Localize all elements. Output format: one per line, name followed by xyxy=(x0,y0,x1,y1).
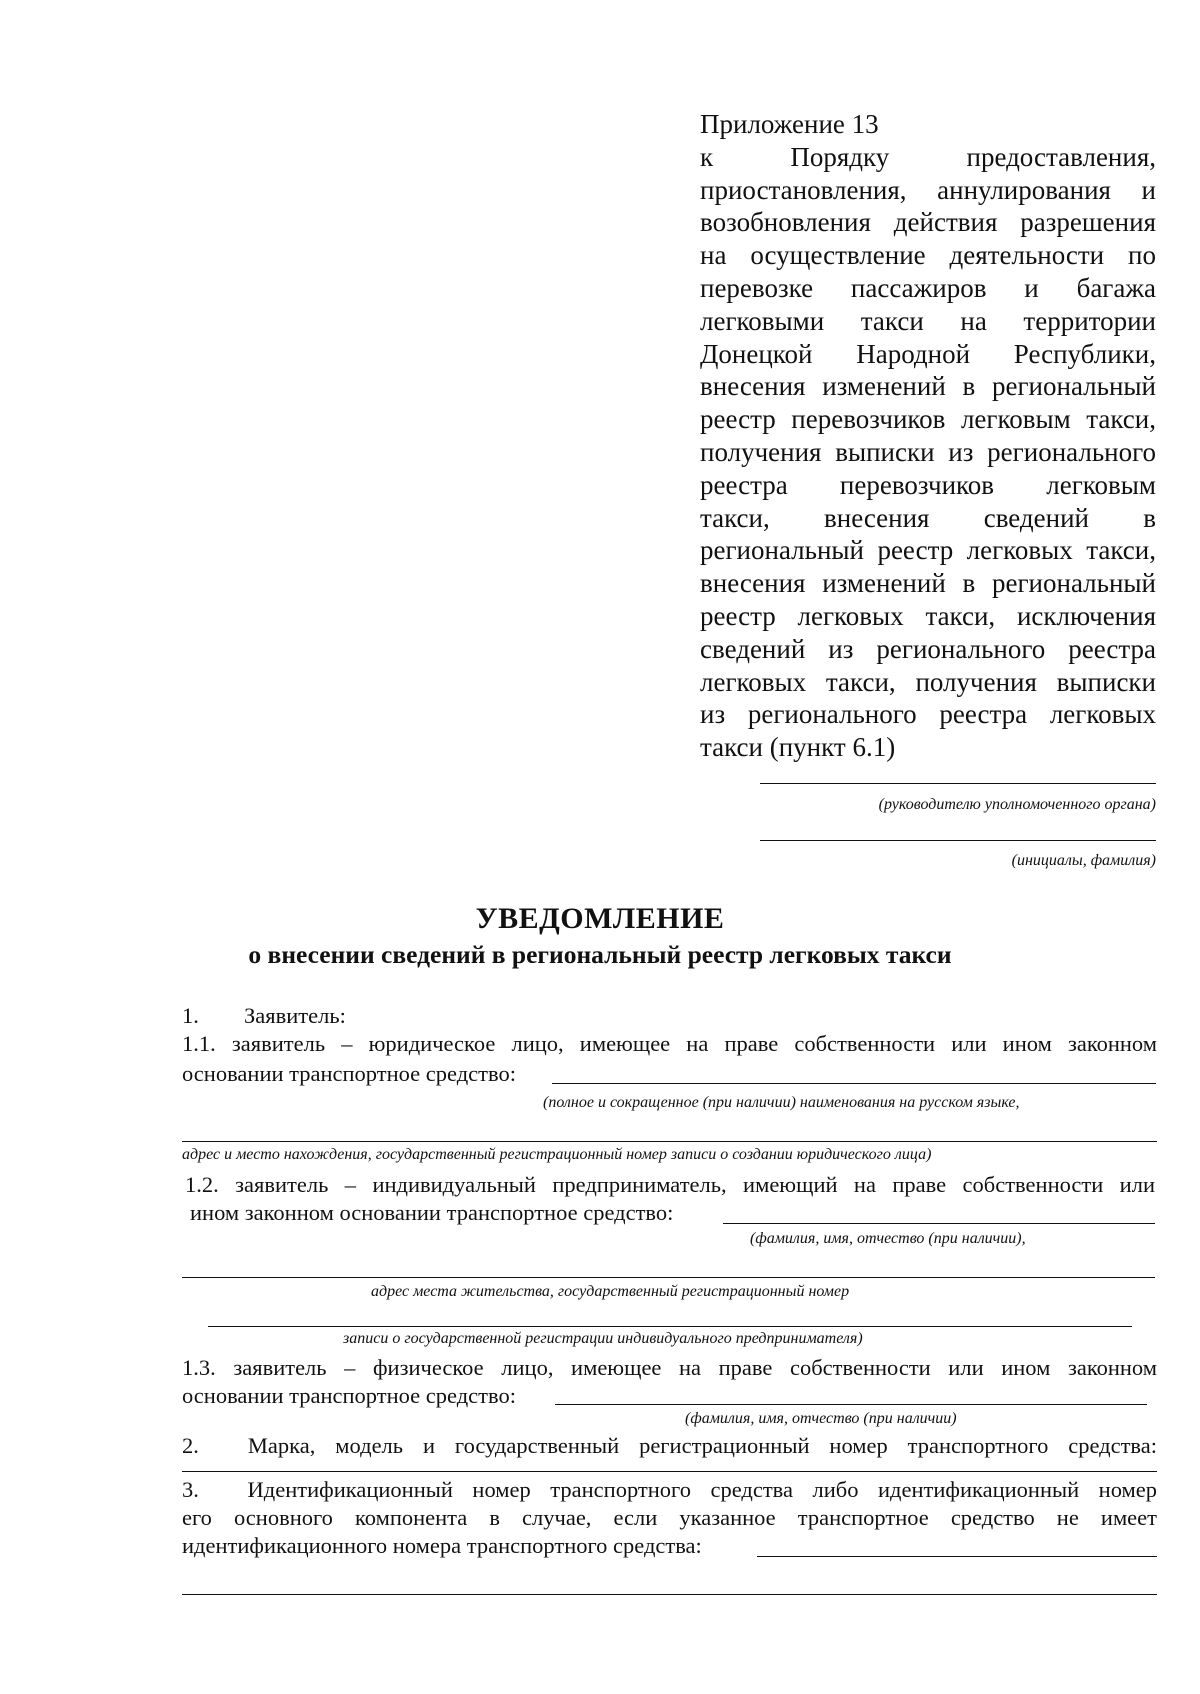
addressee-name-line[interactable] xyxy=(760,840,1156,841)
appendix-line: возобновления действия разрешения xyxy=(700,207,1156,238)
section-number: 1.1. xyxy=(182,1031,216,1056)
appendix-line: перевозке пассажиров и багажа xyxy=(700,272,1156,303)
document-title: УВЕДОМЛЕНИЕ xyxy=(475,902,725,935)
appendix-line: внесения изменений в региональный xyxy=(700,568,1156,599)
section-number: 3. xyxy=(182,1477,199,1502)
section-text: Идентификационный номер транспортного средства либо идентификационный номер xyxy=(247,1477,1157,1502)
section-1-3-line1 xyxy=(182,1354,1157,1382)
appendix-line: региональный реестр легковых такси, xyxy=(700,535,1156,566)
section-number: 1.3. xyxy=(182,1355,216,1380)
section-text: основании транспортное средство: xyxy=(182,1383,516,1408)
section-text: заявитель – юридическое лицо, имеющее на праве собственности или ином законном xyxy=(231,1031,1157,1056)
appendix-line: на осуществление деятельности по xyxy=(700,240,1156,271)
appendix-line: внесения изменений в региональный xyxy=(700,371,1156,402)
section-3-line1 xyxy=(182,1476,1157,1504)
field-caption: (фамилия, имя, отчество (при наличии) xyxy=(685,1410,957,1427)
section-text: его основного компонента в случае, если указанное транспортное средство не имеет xyxy=(182,1505,1157,1530)
section-1-2-line2 xyxy=(190,1199,673,1227)
section-number: 2. xyxy=(182,1433,199,1458)
legal-entity-address-field[interactable] xyxy=(182,1141,1157,1142)
field-caption: (фамилия, имя, отчество (при наличии), xyxy=(750,1230,1026,1247)
appendix-line: такси, внесения сведений в xyxy=(700,502,1156,533)
section-text: заявитель – физическое лицо, имеющее на праве собственности или ином законном xyxy=(233,1355,1157,1380)
appendix-line: сведений из регионального реестра xyxy=(700,633,1156,664)
section-1 xyxy=(182,1002,346,1030)
section-text: Заявитель: xyxy=(244,1003,346,1028)
section-text: заявитель – индивидуальный предприниматель, имеющий на праве собственности или xyxy=(235,1172,1155,1197)
section-1-1-line1 xyxy=(182,1030,1157,1058)
section-2 xyxy=(182,1432,1157,1460)
appendix-line: Донецкой Народной Республики, xyxy=(700,338,1156,369)
appendix-line: из регионального реестра легковых xyxy=(700,699,1156,730)
appendix-line: к Порядку предоставления, xyxy=(700,141,1156,172)
appendix-line: реестр легковых такси, исключения xyxy=(700,600,1156,631)
field-caption: (полное и сокращенное (при наличии) наименования на русском языке, xyxy=(543,1094,1020,1111)
appendix-title: Приложение 13 xyxy=(700,109,879,139)
vin-field-continuation[interactable] xyxy=(182,1594,1157,1595)
appendix-block xyxy=(700,108,1156,764)
appendix-line: такси (пункт 6.1) xyxy=(700,732,896,763)
appendix-line: реестра перевозчиков легковым xyxy=(700,469,1156,500)
section-text: основании транспортное средство: xyxy=(182,1061,516,1086)
appendix-line: реестр перевозчиков легковым такси, xyxy=(700,404,1156,435)
section-1-1-line2 xyxy=(182,1060,516,1088)
field-caption: адрес и место нахождения, государственный регистрационный номер записи о создании юридического лица) xyxy=(182,1146,932,1163)
section-3-line3 xyxy=(182,1532,702,1560)
entrepreneur-address-field[interactable] xyxy=(182,1277,1155,1278)
entrepreneur-registration-field[interactable] xyxy=(208,1326,1132,1327)
document-subtitle: о внесении сведений в региональный реестр легковых такси xyxy=(248,940,952,969)
addressee-head-caption: (руководителю уполномоченного органа) xyxy=(878,796,1156,813)
vehicle-details-field[interactable] xyxy=(182,1471,1157,1472)
section-number: 1. xyxy=(182,1003,199,1028)
appendix-line: приостановления, аннулирования и xyxy=(700,174,1156,205)
addressee-head-line[interactable] xyxy=(760,783,1156,784)
appendix-line: легковыми такси на территории xyxy=(700,305,1156,336)
section-number: 1.2. xyxy=(185,1172,219,1197)
appendix-line: получения выписки из регионального xyxy=(700,436,1156,467)
section-1-2-line1 xyxy=(185,1171,1155,1199)
entrepreneur-name-field[interactable] xyxy=(723,1223,1155,1224)
individual-name-field[interactable] xyxy=(555,1404,1147,1405)
section-text: идентификационного номера транспортного средства: xyxy=(182,1533,702,1558)
vin-field[interactable] xyxy=(757,1556,1157,1557)
field-caption: адрес места жительства, государственный регистрационный номер xyxy=(371,1283,850,1300)
section-1-3-line2 xyxy=(182,1382,516,1410)
section-3-line2 xyxy=(182,1504,1157,1532)
section-text: Марка, модель и государственный регистрационный номер транспортного средства: xyxy=(247,1433,1157,1458)
section-text: ином законном основании транспортное средство: xyxy=(190,1200,674,1225)
legal-entity-name-field[interactable] xyxy=(552,1083,1156,1084)
appendix-line: легковых такси, получения выписки xyxy=(700,666,1156,697)
field-caption: записи о государственной регистрации индивидуального предпринимателя) xyxy=(343,1330,863,1347)
addressee-name-caption: (инициалы, фамилия) xyxy=(1011,852,1156,869)
